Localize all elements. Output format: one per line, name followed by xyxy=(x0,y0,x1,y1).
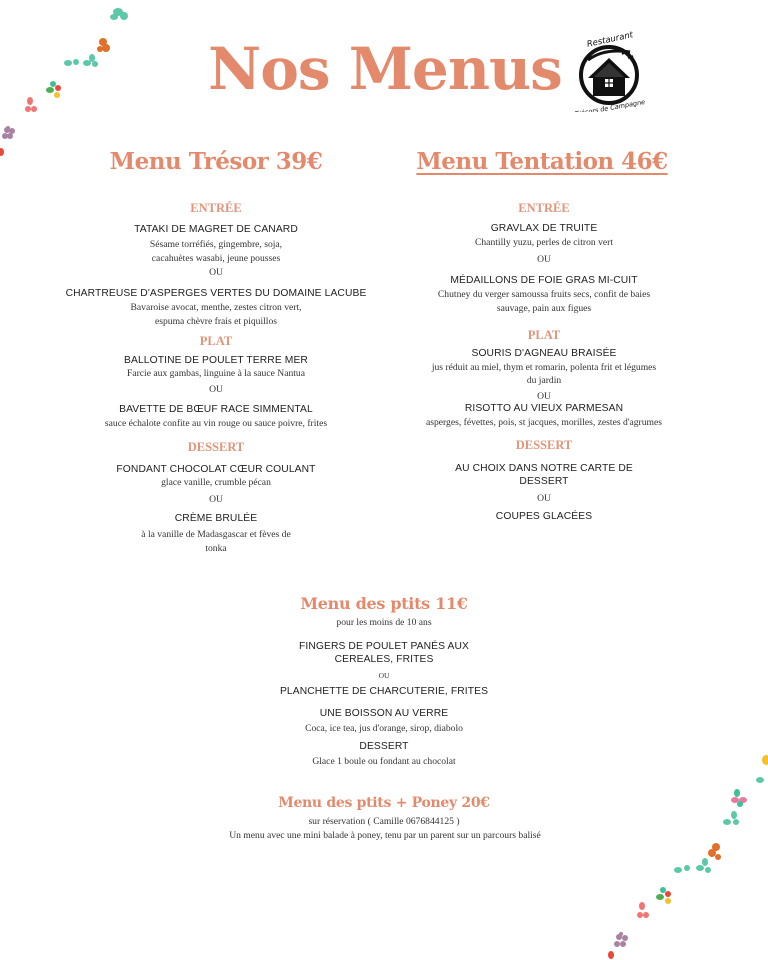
or-separator: OU xyxy=(537,254,551,265)
or-separator: OU xyxy=(209,384,223,395)
dish-description: Coca, ice tea, jus d'orange, sirop, diabolo xyxy=(305,723,463,734)
dish-name: SOURIS D'AGNEAU BRAISÉE xyxy=(471,348,617,359)
dish-description: sauce échalote confite au vin rouge ou sauce poivre, frites xyxy=(104,418,328,429)
dish-name: BALLOTINE DE POULET TERRE MER xyxy=(124,355,308,366)
restaurant-logo xyxy=(574,30,646,112)
dish-description: jus réduit au miel, thym et romarin, polenta frit et légumes xyxy=(431,362,657,373)
menu-poney-title: Menu des ptits + Poney 20€ xyxy=(278,795,490,811)
dish-name: FONDANT CHOCOLAT CŒUR COULANT xyxy=(116,464,316,475)
dish-name: CRÈME BRULÉE xyxy=(174,513,258,524)
section-entree: ENTRÉE xyxy=(190,201,242,215)
or-separator: OU xyxy=(209,267,223,278)
or-separator: OU xyxy=(537,391,551,402)
dish-name: DESSERT xyxy=(359,741,409,752)
flower-decoration-icon xyxy=(0,0,140,170)
dish-description: du jardin xyxy=(526,375,562,386)
svg-text:Trésors de Campagne: Trésors de Campagne xyxy=(574,97,646,112)
dish-name: FINGERS DE POULET PANÉS AUX xyxy=(299,641,469,652)
svg-text:Restaurant: Restaurant xyxy=(586,30,634,50)
dish-description: Sésame torréfiés, gingembre, soja, xyxy=(149,239,283,250)
dish-description: Chutney du verger samoussa fruits secs, confit de baies xyxy=(437,289,651,300)
dish-name: RISOTTO AU VIEUX PARMESAN xyxy=(464,403,624,414)
menu-ptits-subtitle: pour les moins de 10 ans xyxy=(336,617,432,628)
dish-name: UNE BOISSON AU VERRE xyxy=(319,708,449,719)
dish-name: COUPES GLACÉES xyxy=(495,511,593,522)
section-plat: PLAT xyxy=(527,328,561,342)
dish-description: Farcie aux gambas, linguine à la sauce Nantua xyxy=(127,368,305,379)
dish-description: espuma chèvre frais et piquillos xyxy=(154,316,278,327)
dish-name: PLANCHETTE DE CHARCUTERIE, FRITES xyxy=(279,686,489,697)
dish-description: Glace 1 boule ou fondant au chocolat xyxy=(312,756,456,767)
section-plat: PLAT xyxy=(199,334,233,348)
section-entree: ENTRÉE xyxy=(518,201,570,215)
menu-tresor-title: Menu Trésor 39€ xyxy=(109,148,323,175)
dish-description: glace vanille, crumble pécan xyxy=(161,477,271,488)
menu-ptits-title: Menu des ptits 11€ xyxy=(300,594,468,613)
menu-tentation-title: Menu Tentation 46€ xyxy=(416,148,668,175)
or-separator: OU xyxy=(378,671,390,680)
dish-name: TATAKI DE MAGRET DE CANARD xyxy=(134,224,298,235)
menu-poney-description: Un menu avec une mini balade à poney, tenu par un parent sur un parcours balisé xyxy=(229,830,541,841)
dish-name: AU CHOIX DANS NOTRE CARTE DE xyxy=(455,463,633,474)
dish-description: cacahuètes wasabi, jeune pousses xyxy=(151,253,281,264)
dish-description: asperges, févettes, pois, st jacques, morilles, zestes d'agrumes xyxy=(425,417,662,428)
or-separator: OU xyxy=(209,494,223,505)
flower-decoration-icon xyxy=(590,740,768,960)
dish-name: CEREALES, FRITES xyxy=(334,654,434,665)
section-dessert: DESSERT xyxy=(187,440,245,454)
dish-name: CHARTREUSE D'ASPERGES VERTES DU DOMAINE LACUBE xyxy=(65,288,367,299)
restaurant-logo-icon xyxy=(574,30,646,112)
dish-name: BAVETTE DE BŒUF RACE SIMMENTAL xyxy=(119,404,313,415)
dish-name: DESSERT xyxy=(519,476,569,487)
or-separator: OU xyxy=(537,493,551,504)
page-title: Nos Menus xyxy=(208,35,562,103)
dish-description: Chantilly yuzu, perles de citron vert xyxy=(474,237,613,248)
dish-description: Bavaroise avocat, menthe, zestes citron vert, xyxy=(130,302,302,313)
dish-name: GRAVLAX DE TRUITE xyxy=(490,223,598,234)
dish-name: MÉDAILLONS DE FOIE GRAS MI-CUIT xyxy=(450,275,638,286)
menu-poney-reservation: sur réservation ( Camille 0676844125 ) xyxy=(308,816,460,827)
dish-description: tonka xyxy=(205,543,227,554)
dish-description: à la vanille de Madasgascar et fèves de xyxy=(141,529,291,540)
section-dessert: DESSERT xyxy=(515,438,573,452)
dish-description: sauvage, pain aux figues xyxy=(496,303,592,314)
